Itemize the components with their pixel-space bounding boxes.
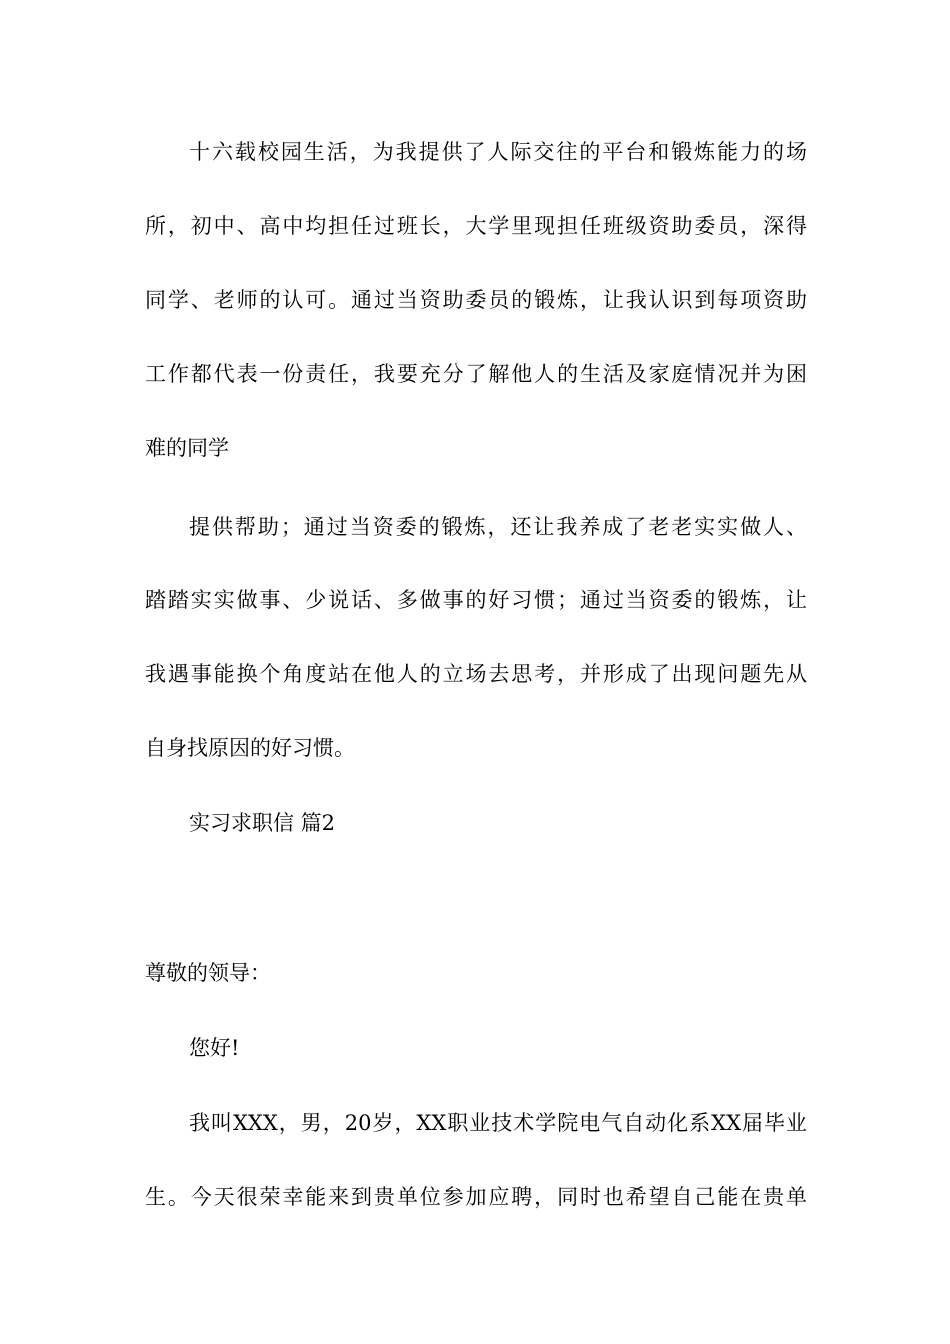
paragraph-line: 踏踏实实做事、少说话、多做事的好习惯；通过当资委的锻炼，让 [145, 588, 807, 612]
paragraph-line: 所，初中、高中均担任过班长，大学里现担任班级资助委员，深得 [145, 214, 807, 238]
paragraph-line: 工作都代表一份责任，我要充分了解他人的生活及家庭情况并为困 [145, 362, 807, 386]
paragraph-line: 我遇事能换个角度站在他人的立场去思考，并形成了出现问题先从 [145, 662, 807, 686]
paragraph-line: 生。今天很荣幸能来到贵单位参加应聘，同时也希望自己能在贵单 [145, 1185, 807, 1209]
paragraph-line: 我叫XXX，男，20岁，XX职业技术学院电气自动化系XX届毕业 [189, 1111, 807, 1135]
paragraph-line: 提供帮助；通过当资委的锻炼，还让我养成了老老实实做人、 [189, 515, 807, 539]
greeting: 您好! [189, 1036, 240, 1060]
paragraph-line: 十六载校园生活，为我提供了人际交往的平台和锻炼能力的场 [189, 140, 807, 164]
paragraph-line: 自身找原因的好习惯。 [145, 736, 355, 760]
paragraph-line: 同学、老师的认可。通过当资助委员的锻炼，让我认识到每项资助 [145, 288, 807, 312]
salutation: 尊敬的领导： [145, 961, 271, 985]
section-heading: 实习求职信 篇2 [189, 811, 336, 835]
paragraph-line: 难的同学 [145, 436, 229, 460]
